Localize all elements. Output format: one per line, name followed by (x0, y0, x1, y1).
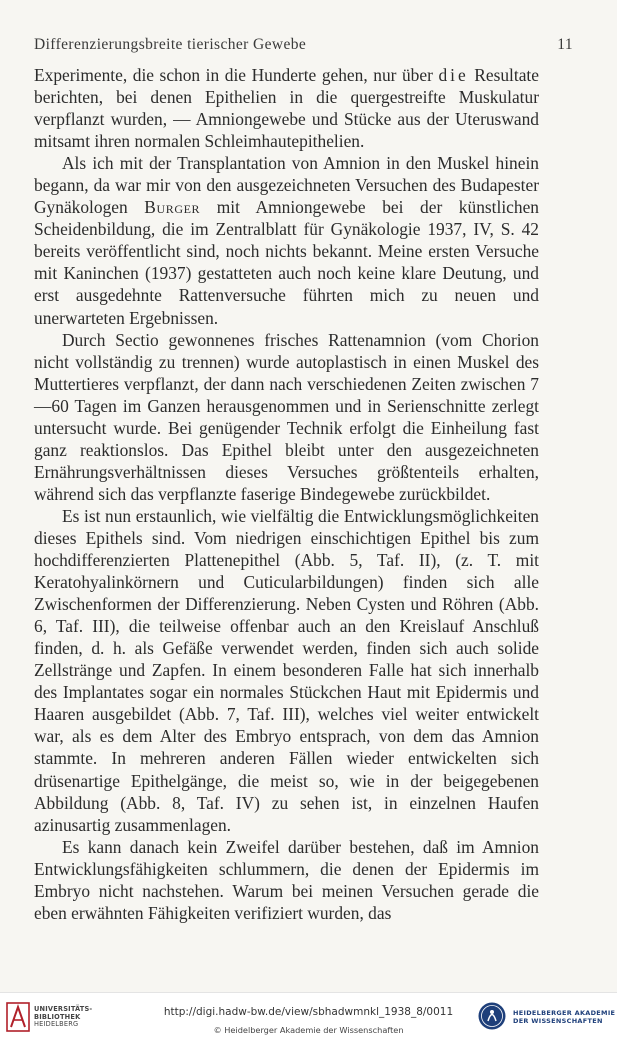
academy-name: HEIDELBERGER AKADEMIE DER WISSENSCHAFTEN (513, 1009, 616, 1025)
running-header (34, 36, 573, 56)
paragraph-3: Durch Sectio gewonnenes frisches Rattenamnion (vom Chorion nicht vollständig zu trennen) wurde autoplastisch in einen Muskel des Muttertieres verpflanzt, der dann nach verschiedenen Zeiten zwischen 7—60 Tagen im Ganzen herausgenommen und in Serienschnitte zerlegt untersucht wurde. Bei genügender Technik erfolgt die Einheilung fast ganz reaktionslos. Das Epithel bleibt unter den ausgezeichneten Ernährungsverhältnissen dieses Versuches größtenteils erhalten, während sich das verpflanzte faserige Bindegewebe zurückbildet. (34, 329, 539, 504)
emphasis-die: die (438, 65, 469, 85)
academy-seal-icon (477, 1001, 507, 1031)
paragraph-4: Es ist nun erstaunlich, wie vielfältig die Entwicklungsmöglichkeiten dieses Epithels sind. Vom niedrigen einschichtigen Epithel bis zum hochdifferenzierten Plattenepithel (Abb. 5, Taf. II), (z. T. mit Keratohyalinkörnern und Cuticularbildungen) finden sich alle Zwischenformen der Differenzierung. Neben Cysten und Röhren (Abb. 6, Taf. III), die teilweise offenbar auch an den Kreislauf Anschluß finden, d. h. als Gefäße verwendet werden, finden sich auch solide Zellstränge und Zapfen. In einem besonderen Falle hat sich innerhalb des Implantates sogar ein normales Stückchen Haut mit Epidermis und Haaren ausgebildet (Abb. 7, Taf. III), welches viel weiter entwickelt war, als es dem Alter des Embryo entsprach, von dem das Amnion stammte. In mehreren anderen Fällen wieder entwickelten sich drüsenartige Epithelgänge, die meist so, wie in der beigegebenen Abbildung (Abb. 8, Taf. IV) zu sehen ist, in einzelnen Haufen azinusartig zusammenlagen. (34, 505, 539, 835)
page-number: 11 (557, 36, 573, 53)
paragraph-5: Es kann danach kein Zweifel darüber bestehen, daß im Amnion Entwicklungsfähigkeiten schlummern, die denen der Epidermis im Embryo nicht nachstehen. Warum bei meinen Versuchen gerade die eben erwähnten Fähigkeiten verifiziert wurden, das (34, 836, 539, 923)
paragraph-1: Experimente, die schon in die Hunderte gehen, nur über die Resultate berichten, bei denen Epithelien in die quergestreifte Muskulatur verpflanzt wurden, — Amniongewebe und Stücke aus der Uteruswand mitsamt ihren normalen Schleimhautepithelien. (34, 65, 539, 152)
copyright-notice: © Heidelberger Akademie der Wissenschaften (213, 1025, 404, 1035)
library-name: UNIVERSITÄTS- BIBLIOTHEK HEIDELBERG (34, 1005, 93, 1029)
running-title: Differenzierungsbreite tierischer Gewebe (34, 36, 307, 53)
author-name-burger: Burger (144, 197, 201, 218)
body-text (34, 64, 539, 924)
digitization-footer (0, 992, 617, 1042)
permalink-url[interactable]: http://digi.hadw-bw.de/view/sbhadwmnkl_1938_8/0011 (163, 1006, 454, 1018)
paragraph-2: Als ich mit der Transplantation von Amnion in den Muskel hinein begann, da war mir von den ausgezeichneten Versuchen des Budapester Gynäkologen Burger mit Amniongewebe bei der künstlichen Scheidenbildung, die im Zentralblatt für Gynäkologie 1937, IV, S. 42 bereits veröffentlicht sind, noch nichts bekannt. Meine ersten Versuche mit Kaninchen (1937) gestatteten auch noch keine klare Deutung, und erst ausgedehnte Rattenversuche führten mich zu neuen und unerwarteten Ergebnissen. (34, 153, 539, 328)
